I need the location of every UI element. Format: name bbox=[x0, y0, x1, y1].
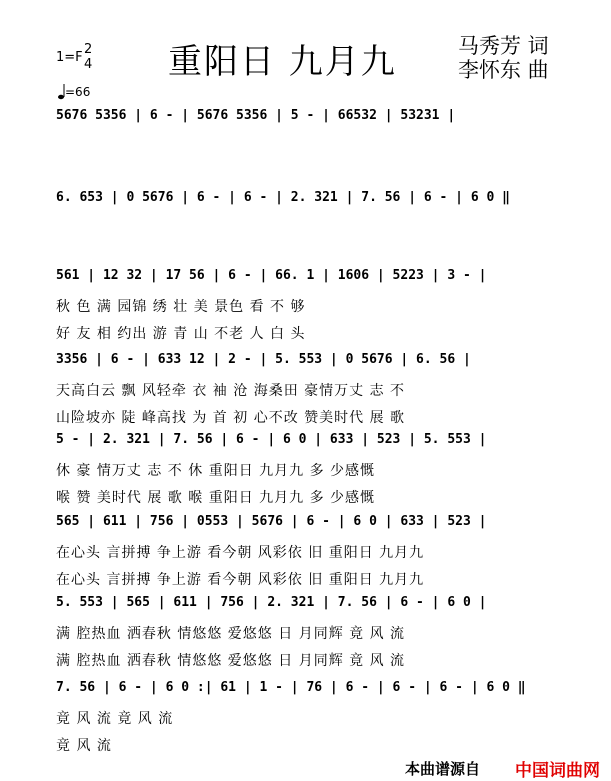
lyrics-verse-1: 天高白云 飘 风轻牵 衣 袖 沧 海桑田 豪情万丈 志 不 bbox=[56, 383, 406, 399]
notation-row: 6. 653 | 0 5676 | 6 - | 6 - | 2. 321 | 7. 56 | 6 - | 6 0 ‖ bbox=[56, 190, 510, 205]
key-signature: 1=F bbox=[56, 50, 83, 65]
time-sig-bottom: 4 bbox=[84, 57, 93, 72]
lyrics-verse-2: 喉 赞 美时代 展 歌 喉 重阳日 九月九 多 少感慨 bbox=[56, 490, 376, 506]
time-signature bbox=[84, 42, 92, 72]
notation-row: 565 | 611 | 756 | 0553 | 5676 | 6 - | 6 0 | 633 | 523 | bbox=[56, 514, 487, 529]
notation-row: 5. 553 | 565 | 611 | 756 | 2. 321 | 7. 56 | 6 - | 6 0 | bbox=[56, 595, 487, 610]
tempo-marking: =66 bbox=[65, 85, 91, 99]
site-name: 中国词曲网 bbox=[515, 761, 600, 781]
lyrics-verse-1: 满 腔热血 洒春秋 情悠悠 爱悠悠 日 月同辉 竟 风 流 bbox=[56, 626, 406, 642]
lyrics-verse-2: 好 友 相 约出 游 青 山 不老 人 白 头 bbox=[56, 326, 306, 342]
lyrics-verse-2: 在心头 言拼搏 争上游 看今朝 风彩依 旧 重阳日 九月九 bbox=[56, 572, 425, 588]
lyrics-verse-1: 秋 色 满 园锦 绣 壮 美 景色 看 不 够 bbox=[56, 299, 306, 315]
notation-row: 561 | 12 32 | 17 56 | 6 - | 66. 1 | 1606 | 5223 | 3 - | bbox=[56, 268, 487, 283]
lyrics-verse-2: 竟 风 流 bbox=[56, 738, 112, 754]
composer-credit: 李怀东 曲 bbox=[458, 58, 549, 82]
notation-row: 5 - | 2. 321 | 7. 56 | 6 - | 6 0 | 633 | 523 | 5. 553 | bbox=[56, 432, 487, 447]
notation-row: 5676 5356 | 6 - | 5676 5356 | 5 - | 66532 | 53231 | bbox=[56, 108, 456, 123]
lyrics-verse-2: 满 腔热血 洒春秋 情悠悠 爱悠悠 日 月同辉 竟 风 流 bbox=[56, 653, 406, 669]
time-sig-top: 2 bbox=[84, 42, 93, 57]
lyrics-verse-1: 休 豪 情万丈 志 不 休 重阳日 九月九 多 少感慨 bbox=[56, 463, 376, 479]
lyrics-verse-1: 在心头 言拼搏 争上游 看今朝 风彩依 旧 重阳日 九月九 bbox=[56, 545, 425, 561]
source-label: 本曲谱源自 bbox=[405, 760, 481, 778]
notation-row: 3356 | 6 - | 633 12 | 2 - | 5. 553 | 0 5676 | 6. 56 | bbox=[56, 352, 471, 367]
lyrics-verse-1: 竟 风 流 竟 风 流 bbox=[56, 711, 174, 727]
song-title: 重阳日 九月九 bbox=[168, 42, 397, 82]
notation-row: 7. 56 | 6 - | 6 0 :| 61 | 1 - | 76 | 6 - | 6 - | 6 - | 6 0 ‖ bbox=[56, 680, 526, 695]
lyricist-credit: 马秀芳 词 bbox=[458, 34, 549, 58]
lyrics-verse-2: 山险坡亦 陡 峰高找 为 首 初 心不改 赞美时代 展 歌 bbox=[56, 410, 406, 426]
